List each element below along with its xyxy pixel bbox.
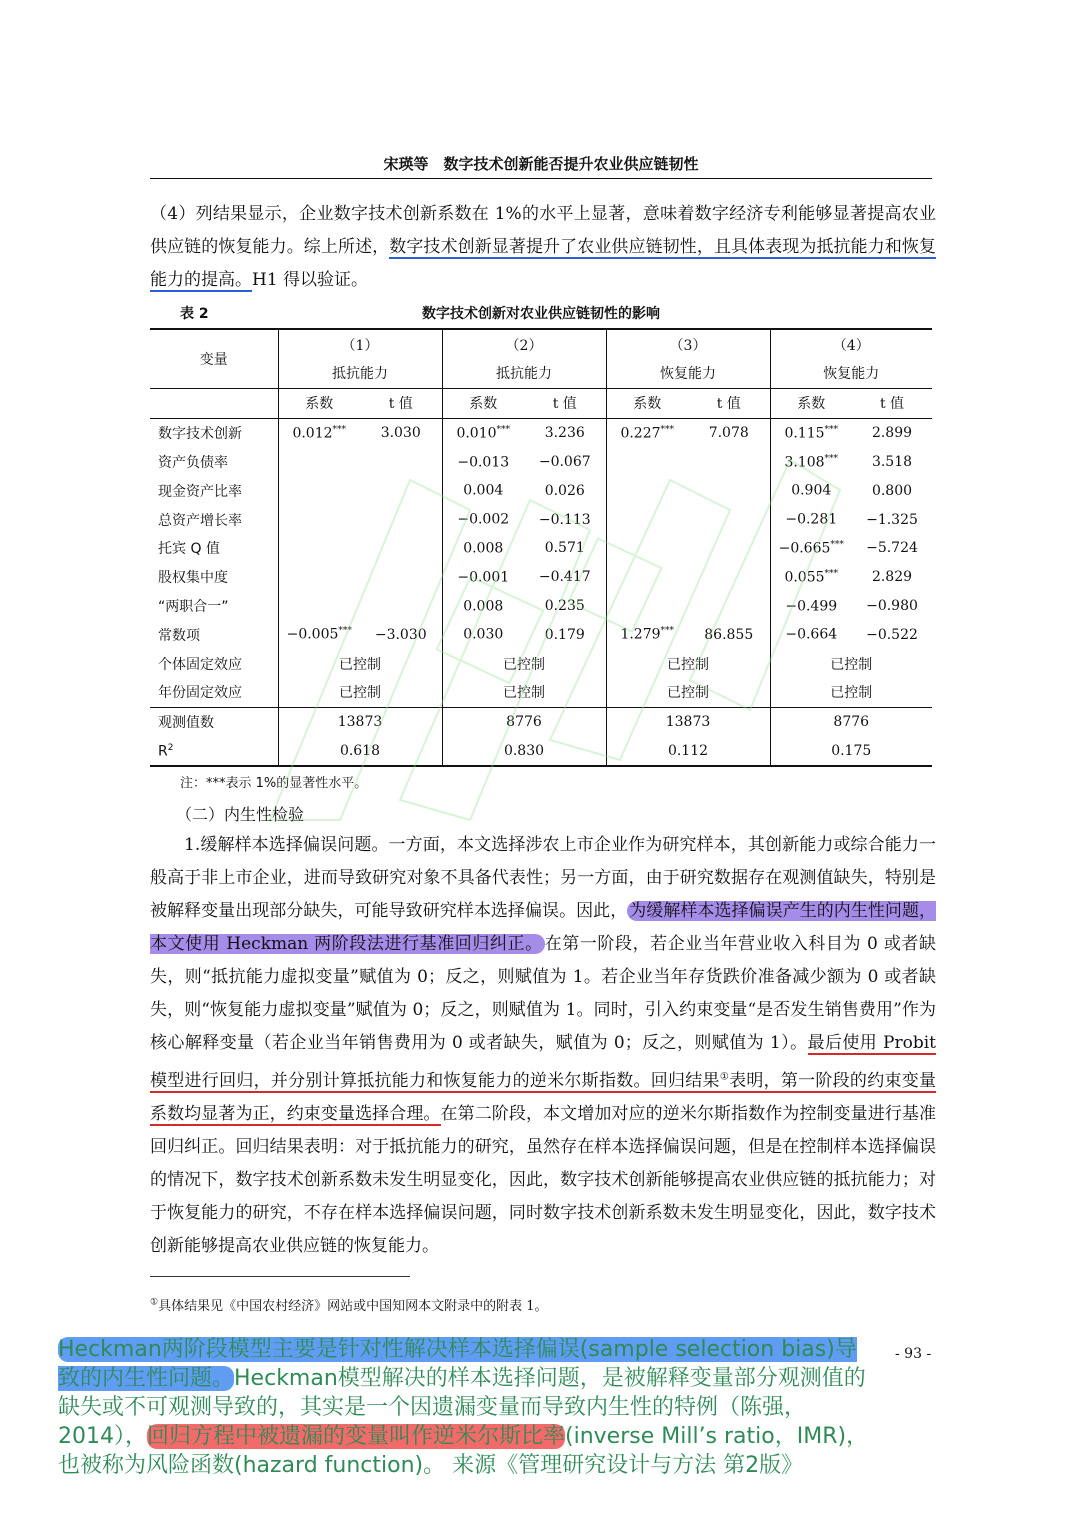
t-cell: 0.026: [544, 482, 585, 499]
model-num-3: （3）: [606, 329, 770, 359]
annotation-text-1: Heckman模型解决的样本选择问题，是被解释变量部分观测值的缺失或不可观测导致的，其实是一个因遗漏变量而导致内生性的特例（陈强，2014），: [58, 1366, 866, 1449]
t-cell: 3.518: [871, 453, 913, 470]
t-cell: −0.980: [866, 597, 918, 614]
row-var: 现金资产比率: [158, 483, 242, 500]
t-label: t 值: [688, 388, 770, 418]
fe-cell: 已控制: [770, 649, 932, 678]
footnote: [150, 1295, 547, 1314]
superscript: 2: [167, 742, 174, 753]
coef-value: −0.005: [286, 627, 339, 644]
t-cell: 0.235: [544, 597, 585, 614]
t-cell: −1.325: [866, 511, 918, 528]
coef-value: 3.108: [784, 454, 825, 471]
fe-cell: 已控制: [278, 649, 442, 678]
coef-value: 0.055: [784, 569, 825, 586]
t-cell: 0.179: [544, 626, 585, 643]
sig-stars: ***: [496, 424, 511, 435]
stat-cell: 0.830: [442, 737, 606, 767]
coef-value: −0.002: [457, 511, 510, 528]
t-cell: 3.030: [360, 418, 442, 447]
sig-stars: ***: [338, 626, 352, 637]
t-cell: −0.522: [866, 626, 918, 643]
watermark-logo: [250, 420, 850, 840]
t-cell: −3.030: [374, 626, 427, 643]
fe-cell: 已控制: [606, 678, 770, 707]
table-note: 注：***表示 1%的显著性水平。: [180, 776, 368, 791]
sig-stars: ***: [660, 626, 675, 637]
row-var: 常数项: [158, 627, 200, 644]
table-title: 数字技术创新对农业供应链韧性的影响: [422, 306, 660, 322]
row-var: 个体固定效应: [158, 656, 242, 673]
stat-cell: 0.112: [606, 737, 770, 767]
row-var: 数字技术创新: [150, 418, 278, 447]
model-dep-3: 恢复能力: [606, 359, 770, 388]
row-var: 总资产增长率: [158, 512, 242, 529]
t-cell: 2.899: [852, 418, 932, 447]
coef-label: 系数: [278, 388, 360, 418]
coef-value: −0.001: [457, 569, 510, 586]
t-cell: 3.236: [524, 418, 606, 447]
model-dep-4: 恢复能力: [770, 359, 932, 388]
sig-stars: ***: [824, 424, 839, 435]
para1-text: （4）列结果显示，企业数字技术创新系数在 1%的水平上显著，意味着数字经济专利能够显著提高农业供应链的恢复能力。综上所述，: [150, 204, 936, 257]
paragraph-results: [150, 198, 936, 297]
row-var: “两职合一”: [158, 598, 229, 615]
t-label: t 值: [360, 388, 442, 418]
t-cell: −0.113: [538, 511, 591, 528]
coef-value: −0.281: [785, 511, 838, 528]
stat-cell: 8776: [442, 707, 606, 736]
sig-stars: ***: [824, 568, 839, 579]
annotation-highlight-blue: Heckman两阶段模型主要是针对性解决样本选择偏误(sample selection bias)导致的内生性问题。: [58, 1337, 857, 1391]
coef-value: 0.010: [456, 425, 497, 442]
row-var: 资产负债率: [158, 454, 228, 471]
stat-cell: 8776: [770, 707, 932, 736]
paragraph-endogeneity: [150, 829, 936, 1263]
coef-value: −0.499: [785, 598, 838, 615]
model-dep-1: 抵抗能力: [278, 359, 442, 388]
running-title: 宋瑛等 数字技术创新能否提升农业供应链韧性: [383, 155, 699, 173]
blank-cell: [150, 388, 278, 418]
coef-value: −0.013: [457, 454, 510, 471]
stat-cell: 0.618: [278, 737, 442, 767]
footnote-mark: ①: [150, 1297, 159, 1308]
coef-value: −0.665: [778, 540, 831, 557]
coef-value: 0.008: [463, 598, 504, 615]
annotation-text-2: (inverse Mill’s ratio，IMR)，也被称为风险函数(hazard function)。 来源《管理研究设计与方法 第2版》: [58, 1424, 869, 1478]
para1-tail: H1 得以验证。: [252, 270, 369, 290]
section-heading: （二）内生性检验: [176, 805, 305, 824]
coef-value: 0.115: [784, 425, 825, 442]
var-header: 变量: [150, 329, 278, 388]
model-num-1: （1）: [278, 329, 442, 359]
footnote-text: 具体结果见《中国农村经济》网站或中国知网本文附录中的附表 1。: [158, 1299, 548, 1314]
footnote-ref[interactable]: ①: [719, 1071, 730, 1082]
t-label: t 值: [852, 388, 932, 418]
table-number: 表 2: [180, 306, 209, 322]
para2-text: 1.缓解样本选择偏误问题。一方面，本文选择涉农上市企业作为研究样本，其创新能力或综合能力一般高于非上市企业，进而导致研究对象不具备代表性；另一方面，由于研究数据存在观测值缺失，特别是被解释变量出现部分缺失，可能导致研究样本选择偏误。因此，: [150, 835, 936, 921]
t-cell: 86.855: [704, 626, 754, 643]
annotation-highlight-red: 回归方程中被遗漏的变量叫作逆米尔斯比率: [147, 1424, 566, 1449]
coef-value: 0.904: [791, 483, 832, 500]
row-var: 托宾 Q 值: [158, 541, 220, 558]
row-var: 年份固定效应: [158, 685, 242, 702]
stat-cell: 13873: [606, 707, 770, 736]
coef-value: 0.012: [292, 425, 333, 442]
model-num-4: （4）: [770, 329, 932, 359]
t-cell: 0.571: [544, 540, 585, 557]
handwritten-annotation: [58, 1335, 878, 1480]
row-var-text: 观测值数: [158, 715, 214, 732]
t-cell: 7.078: [688, 418, 770, 447]
row-var: 股权集中度: [158, 570, 228, 587]
t-cell: 0.800: [871, 482, 913, 499]
para2-underlined-a-text: 最后使用 Probit 模型进行回归，并分别计算抵抗能力和恢复能力的逆米尔斯指数。回归结果: [150, 1033, 937, 1091]
stat-cell: 0.175: [770, 737, 932, 767]
coef-label: 系数: [606, 388, 688, 418]
para1-underlined: 数字技术创新显著提升了农业供应链韧性，且具体表现为抵抗能力和恢复能力的提高。: [150, 237, 937, 290]
para2-highlight: 为缓解样本选择偏误产生的内生性问题，本文使用 Heckman 两阶段法进行基准回归纠正。: [150, 901, 937, 954]
fe-cell: 已控制: [442, 678, 606, 707]
coef-label: 系数: [770, 388, 852, 418]
para2-underlined-b-text: 表明，第一阶段的约束变量系数均显著为正，约束变量选择合理。: [150, 1070, 937, 1124]
model-dep-2: 抵抗能力: [442, 359, 606, 388]
stat-cell: 13873: [278, 707, 442, 736]
coef-value: 0.030: [463, 627, 504, 644]
para2-text-2: 在第一阶段，若企业当年营业收入科目为 0 或者缺失，则“抵抗能力虚拟变量”赋值为 0；反之，则赋值为 1。若企业当年存货跌价准备减少额为 0 或者缺失，则“恢复能力虚拟变量”赋值为 0；反之，则赋值为 1。同时，引入约束变量“是否发生销售费用”作为核心解释变量（若企业当年销售费用为 0 或者缺失，赋值为 0；反之，则赋值为 1）。: [150, 934, 936, 1053]
sig-stars: ***: [824, 453, 839, 464]
row-var-text: R: [158, 743, 168, 760]
header-rule: [150, 178, 932, 179]
coef-value: 0.008: [463, 540, 504, 557]
sig-stars: ***: [660, 424, 675, 435]
page-number: - 93 -: [895, 1346, 932, 1362]
sig-stars: ***: [332, 424, 347, 435]
t-cell: −0.067: [538, 453, 591, 470]
para2-text-3: 在第二阶段，本文增加对应的逆米尔斯指数作为控制变量进行基准回归纠正。回归结果表明：对于抵抗能力的研究，虽然存在样本选择偏误问题，但是在控制样本选择偏误的情况下，数字技术创新系数未发生明显变化，因此，数字技术创新能够提高农业供应链的抵抗能力；对于恢复能力的研究，不存在样本选择偏误问题，同时数字技术创新系数未发生明显变化，因此，数字技术创新能够提高农业供应链的恢复能力。: [150, 1103, 937, 1256]
coef-label: 系数: [442, 388, 524, 418]
t-label: t 值: [524, 388, 606, 418]
footnote-rule: [150, 1276, 410, 1277]
fe-cell: 已控制: [606, 649, 770, 678]
fe-cell: 已控制: [770, 678, 932, 707]
coef-value: 1.279: [620, 627, 661, 644]
t-cell: −0.417: [538, 569, 591, 586]
fe-cell: 已控制: [442, 649, 606, 678]
t-cell: −5.724: [866, 540, 918, 557]
coef-value: 0.004: [463, 483, 504, 500]
t-cell: 2.829: [871, 569, 913, 586]
fe-cell: 已控制: [278, 678, 442, 707]
model-num-2: （2）: [442, 329, 606, 359]
sig-stars: ***: [830, 540, 844, 551]
coef-value: 0.227: [620, 425, 661, 442]
coef-value: −0.664: [785, 627, 838, 644]
